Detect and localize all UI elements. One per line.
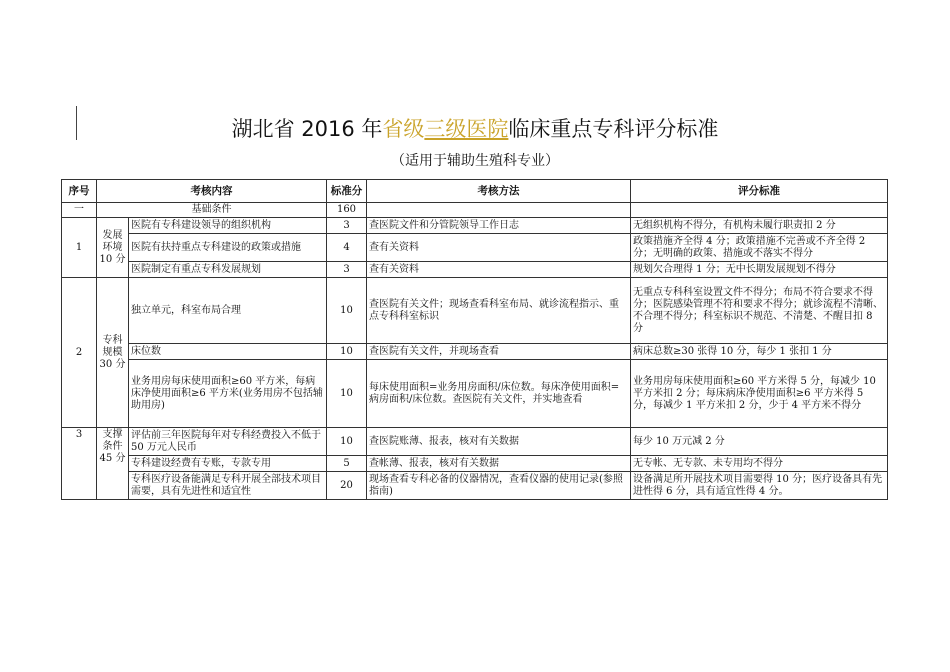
row-method: 查医院账薄、报表，核对有关数据: [367, 428, 631, 456]
header-std: 标准分: [327, 180, 367, 203]
header-row: [62, 180, 888, 203]
section-category: 发展环境10 分: [97, 218, 129, 278]
row-score: 5: [327, 456, 367, 472]
table-row: [62, 234, 888, 262]
row-score: 10: [327, 360, 367, 428]
row-method: 现场查看专科必备的仪器情况，查看仪器的使用记录(参照指南): [367, 472, 631, 500]
scoring-table: [61, 179, 888, 500]
header-criteria: 评分标准: [631, 180, 888, 203]
page-subtitle: （适用于辅助生殖科专业）: [391, 153, 559, 169]
row-criteria: 设备满足所开展技术项目需要得 10 分；医疗设备具有先进性得 6 分，具有适宜性得 4 分。: [631, 472, 888, 500]
section-no: 2: [62, 278, 97, 428]
row-score: 10: [327, 278, 367, 344]
row-criteria: 病床总数≥30 张得 10 分，每少 1 张扣 1 分: [631, 344, 888, 360]
row-content: 医院有专科建设领导的组织机构: [129, 218, 327, 234]
title-suffix: 临床重点专科评分标准: [508, 117, 719, 141]
row-criteria: 规划欠合理得 1 分；无中长期发展规划不得分: [631, 262, 888, 278]
row-method: [367, 203, 631, 218]
row-content: 基础条件: [97, 203, 327, 218]
table-row: [62, 360, 888, 428]
table-row: [62, 262, 888, 278]
row-criteria: 政策措施齐全得 4 分；政策措施不完善或不齐全得 2 分；无明确的政策、措施或不落实不得分: [631, 234, 888, 262]
row-content: 医院有扶持重点专科建设的政策或措施: [129, 234, 327, 262]
title-highlight-provincial: 省级: [382, 117, 425, 141]
row-content: 评估前三年医院每年对专科经费投入不低于 50 万元人民币: [129, 428, 327, 456]
row-criteria: 无重点专科科室设置文件不得分；布局不符合要求不得分；医院感染管理不符和要求不得分；就诊流程不清晰、不合理不得分；科室标识不规范、不清楚、不醒目扣 8 分: [631, 278, 888, 344]
row-method: 每床使用面积=业务用房面积/床位数。每床净使用面积=病房面积/床位数。查医院有关文件，并实地查看: [367, 360, 631, 428]
section-category: 支撑条件45 分: [97, 428, 129, 500]
row-criteria: 无专帐、无专款、未专用均不得分: [631, 456, 888, 472]
table-row: [62, 344, 888, 360]
header-no: 序号: [62, 180, 97, 203]
row-method: 查医院文件和分管院领导工作日志: [367, 218, 631, 234]
row-method: 查有关资料: [367, 234, 631, 262]
row-no: 一: [62, 203, 97, 218]
row-score: 160: [327, 203, 367, 218]
row-method: 查帐薄、报表，核对有关数据: [367, 456, 631, 472]
row-criteria: 每少 10 万元减 2 分: [631, 428, 888, 456]
section-no: 1: [62, 218, 97, 278]
row-criteria: 无组织机构不得分，有机构未履行职责扣 2 分: [631, 218, 888, 234]
table-row: [62, 278, 888, 344]
table-row: [62, 428, 888, 456]
row-content: 专科建设经费有专账，专款专用: [129, 456, 327, 472]
row-score: 10: [327, 344, 367, 360]
section-category: 专科规模30 分: [97, 278, 129, 428]
row-content: 医院制定有重点专科发展规划: [129, 262, 327, 278]
row-method: 查有关资料: [367, 262, 631, 278]
row-score: 4: [327, 234, 367, 262]
row-criteria: [631, 203, 888, 218]
row-method: 查医院有关文件；现场查看科室布局、就诊流程指示、重点专科科室标识: [367, 278, 631, 344]
title-highlight-tertiary: 三级医院: [424, 117, 509, 141]
section-no: 3: [62, 428, 97, 500]
table-row: [62, 203, 888, 218]
header-content: 考核内容: [97, 180, 327, 203]
title-prefix: 湖北省 2016 年: [231, 117, 383, 141]
row-score: 3: [327, 218, 367, 234]
table-row: [62, 456, 888, 472]
row-content: 业务用房每床使用面积≥60 平方米，每病床净使用面积≥6 平方米(业务用房不包括辅助用房): [129, 360, 327, 428]
table-row: [62, 218, 888, 234]
row-score: 10: [327, 428, 367, 456]
row-method: 查医院有关文件，并现场查看: [367, 344, 631, 360]
row-score: 20: [327, 472, 367, 500]
row-content: 床位数: [129, 344, 327, 360]
row-criteria: 业务用房每床使用面积≥60 平方米得 5 分，每减少 10 平方米扣 2 分；每床病床净使用面积≥6 平方米得 5 分，每减少 1 平方米扣 2 分，少于 4 平方米不得分: [631, 360, 888, 428]
page-title: [0, 113, 950, 143]
header-method: 考核方法: [367, 180, 631, 203]
row-content: 独立单元，科室布局合理: [129, 278, 327, 344]
row-score: 3: [327, 262, 367, 278]
table-row: [62, 472, 888, 500]
row-content: 专科医疗设备能满足专科开展全部技术项目需要，具有先进性和适宜性: [129, 472, 327, 500]
